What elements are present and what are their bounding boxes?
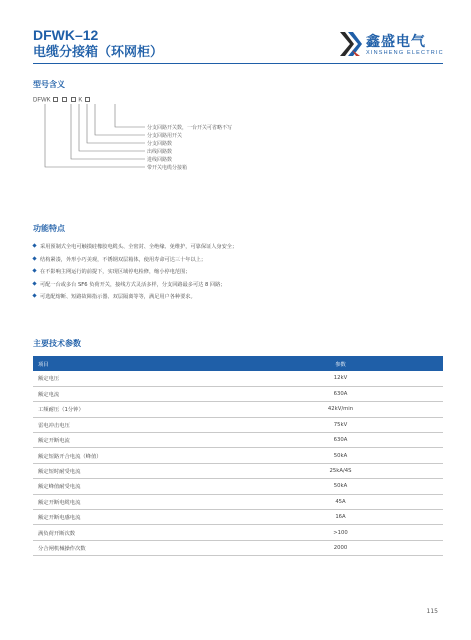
table-row <box>33 402 443 417</box>
model-label: 分支回路开关数，一台开关可省略不写 <box>147 125 233 131</box>
diamond-bullet-icon <box>32 243 36 247</box>
param-name: 额定开断电流 <box>33 433 238 448</box>
features-section-title: 功能特点 <box>33 224 65 233</box>
param-name: 额定峰值耐受电流 <box>33 479 238 494</box>
brand-name-en: XINSHENG ELECTRIC <box>366 50 444 56</box>
table-row <box>33 494 443 509</box>
param-name: 额定短时耐受电流 <box>33 463 238 478</box>
column-header-value: 参数 <box>238 356 443 371</box>
table-row <box>33 417 443 432</box>
params-section-title: 主要技术参数 <box>33 339 81 348</box>
param-value: 12kV <box>238 371 443 386</box>
table-row <box>33 540 443 555</box>
param-value: 630A <box>238 433 443 448</box>
model-code: DFWK–12 <box>33 27 99 43</box>
column-header-item: 项目 <box>33 356 238 371</box>
param-value: 630A <box>238 386 443 401</box>
table-header-row <box>33 356 443 371</box>
model-leader-lines <box>33 102 153 182</box>
brand-logo <box>338 30 443 60</box>
table-row <box>33 479 443 494</box>
param-value: 45A <box>238 494 443 509</box>
feature-item: 可配一台或多台 SF6 负荷开关，接线方式灵活多样，分支回路最多可达 8 回路； <box>33 279 237 292</box>
param-name: 额定短路开合电流（峰值） <box>33 448 238 463</box>
model-prefix: DFWK <box>33 97 51 104</box>
feature-item: 采用预制式全电可触摸硅橡胶电缆头、全密封、全绝缘、免维护，可靠保证人身安全； <box>33 241 237 254</box>
param-value: >100 <box>238 525 443 540</box>
brand-name-zh: 鑫盛电气 <box>366 34 426 50</box>
param-name: 分合闸机械操作次数 <box>33 540 238 555</box>
param-name: 额定电压 <box>33 371 238 386</box>
param-name: 额定开断电感电流 <box>33 510 238 525</box>
param-value: 42kV/min <box>238 402 443 417</box>
model-section-title: 型号含义 <box>33 80 65 89</box>
table-row <box>33 510 443 525</box>
model-label: 出线回路数 <box>147 149 173 155</box>
param-name: 额定开断电缆电流 <box>33 494 238 509</box>
feature-item: 结构紧凑，外形小巧美观，不锈钢双层箱体，使用寿命可达三十年以上； <box>33 254 237 267</box>
param-value: 16A <box>238 510 443 525</box>
param-value: 50kA <box>238 448 443 463</box>
table-row <box>33 463 443 478</box>
diamond-bullet-icon <box>32 268 36 272</box>
document-title <box>33 27 163 61</box>
table-row <box>33 525 443 540</box>
param-value: 75kV <box>238 417 443 432</box>
product-name: 电缆分接箱（环网柜） <box>33 45 164 60</box>
param-name: 满负荷开断次数 <box>33 525 238 540</box>
diamond-bullet-icon <box>32 256 36 260</box>
feature-item: 在不影响主网运行的前提下，实现区域停电检修，缩小停电范围； <box>33 266 237 279</box>
features-list <box>33 241 237 304</box>
param-name: 雷电冲击电压 <box>33 417 238 432</box>
model-label: 进线回路数 <box>147 157 173 163</box>
param-value: 2000 <box>238 540 443 555</box>
header-divider <box>33 63 443 64</box>
diamond-bullet-icon <box>32 281 36 285</box>
param-value: 25kA/4S <box>238 463 443 478</box>
xs-logo-icon <box>338 30 364 58</box>
model-label: 分支回路数 <box>147 141 173 147</box>
param-name: 工频耐压（1分钟） <box>33 402 238 417</box>
table-row <box>33 433 443 448</box>
diamond-bullet-icon <box>32 293 36 297</box>
feature-item: 可选配熔断、短路故障指示器、双层隔离等等，满足用户各种要求。 <box>33 291 237 304</box>
model-label: 带开关电缆分接箱 <box>147 165 188 171</box>
table-row <box>33 386 443 401</box>
table-row <box>33 371 443 386</box>
model-label: 分支回路用开关 <box>147 133 183 139</box>
param-value: 50kA <box>238 479 443 494</box>
param-name: 额定电流 <box>33 386 238 401</box>
parameters-table <box>33 356 443 556</box>
model-letter: K <box>78 97 83 104</box>
table-row <box>33 448 443 463</box>
page-number: 115 <box>426 608 438 615</box>
